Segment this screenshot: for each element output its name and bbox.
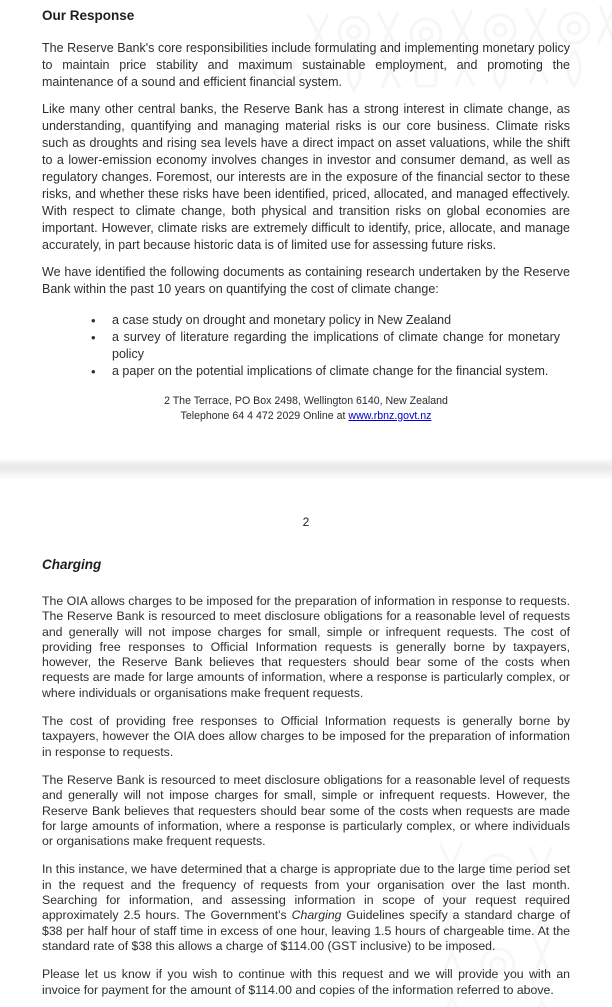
page-1-content bbox=[0, 0, 612, 423]
page-separator bbox=[0, 458, 612, 479]
section-heading-charging: Charging bbox=[42, 557, 102, 572]
document-page-1 bbox=[0, 0, 612, 458]
document-page-2 bbox=[0, 479, 612, 1007]
list-item: • a case study on drought and monetary policy in New Zealand bbox=[112, 312, 570, 329]
charge-text-after: Guidelines specify a standard charge of $38 per half hour of staff time in excess of one hour, leaving 1.5 hours of chargeable time. At the standard rate of $38 this allows a charge of $114.00 (GST inclusive) to be imposed. bbox=[42, 908, 570, 953]
paragraph-resourced-obligations: The Reserve Bank is resourced to meet disclosure obligations for a reasonable level of requests and generally will not impose charges for small, simple or infrequent requests. However, the Reserve Bank believes that requesters should bear some of the costs when requests are made for large amounts of information, where a response is particularly complex, or where individuals or organisations make frequent requests. bbox=[42, 772, 570, 849]
list-item: • a survey of literature regarding the implications of climate change for monetary policy bbox=[112, 329, 570, 363]
section-heading-our-response: Our Response bbox=[42, 8, 135, 23]
paragraph-core-responsibilities: The Reserve Bank's core responsibilities include formulating and implementing monetary policy to maintain price stability and maximum sustainable employment, and promoting the maintenance of a sound and efficient financial system. bbox=[42, 41, 570, 89]
footer-contact-line bbox=[42, 409, 570, 424]
paragraph-oia-charges: The OIA allows charges to be imposed for the preparation of information in response to requests. The Reserve Bank is resourced to meet disclosure obligations for a reasonable level of requests and generally will not impose charges for small, simple or infrequent requests. The cost of providing free responses to Official Information requests is generally borne by taxpayers, however, the Reserve Bank believes that requesters should bear some of the costs when requests are made for large amounts of information, where a response is particularly complex, or where individuals or organisations make frequent requests. bbox=[42, 594, 570, 700]
page-footer bbox=[42, 394, 570, 423]
footer-address: 2 The Terrace, PO Box 2498, Wellington 6140, New Zealand bbox=[164, 395, 448, 407]
paragraph-free-responses-cost: The cost of providing free responses to Official Information requests is generally borne by taxpayers, however the OIA does allow charges to be imposed for the preparation of information in response to requests. bbox=[42, 714, 570, 759]
page-2-content bbox=[0, 479, 612, 998]
rbnz-website-link[interactable]: www.rbnz.govt.nz bbox=[348, 409, 432, 422]
charge-text-before: In this instance, we have determined that a charge is appropriate due to the large time period set in the request and the frequency of requests from your organisation over the last month. Searching for information, and assessing information in scope of your request required approximately 2.5 hours. The Government's bbox=[42, 862, 570, 923]
paragraph-invoice-closing: Please let us know if you wish to continue with this request and we will provide you with an invoice for payment for the amount of $114.00 and copies of the information referred to above. bbox=[42, 967, 570, 997]
documents-bullet-list bbox=[42, 312, 570, 380]
paragraph-climate-interest: Like many other central banks, the Reserve Bank has a strong interest in climate change, as understanding, quantifying and managing material risks is our core business. Climate risks such as droughts and rising sea levels have a direct impact on asset valuations, while the shift to a lower-emission economy involves changes in investor and consumer demand, as well as regulatory changes. Foremost, our interests are in the exposure of the financial sector to these risks, and whether these risks have been identified, priced, allocated, and managed effectively. With respect to climate change, both physical and transition risks on global economies are important. However, climate risks are extremely difficult to identify, price, allocate, and manage accurately, in part because historic data is of limited use for assessing future risks. bbox=[42, 102, 570, 252]
paragraph-identified-documents: We have identified the following documents as containing research undertaken by the Reserve Bank within the past 10 years on quantifying the cost of climate change: bbox=[42, 265, 570, 296]
page-number: 2 bbox=[302, 515, 310, 529]
paragraph-charge-determination bbox=[42, 862, 570, 954]
list-item: • a paper on the potential implications of climate change for the financial system. bbox=[112, 363, 570, 380]
charging-guidelines-italic: Charging bbox=[291, 908, 342, 923]
footer-telephone: Telephone 64 4 472 2029 Online at bbox=[180, 409, 349, 422]
